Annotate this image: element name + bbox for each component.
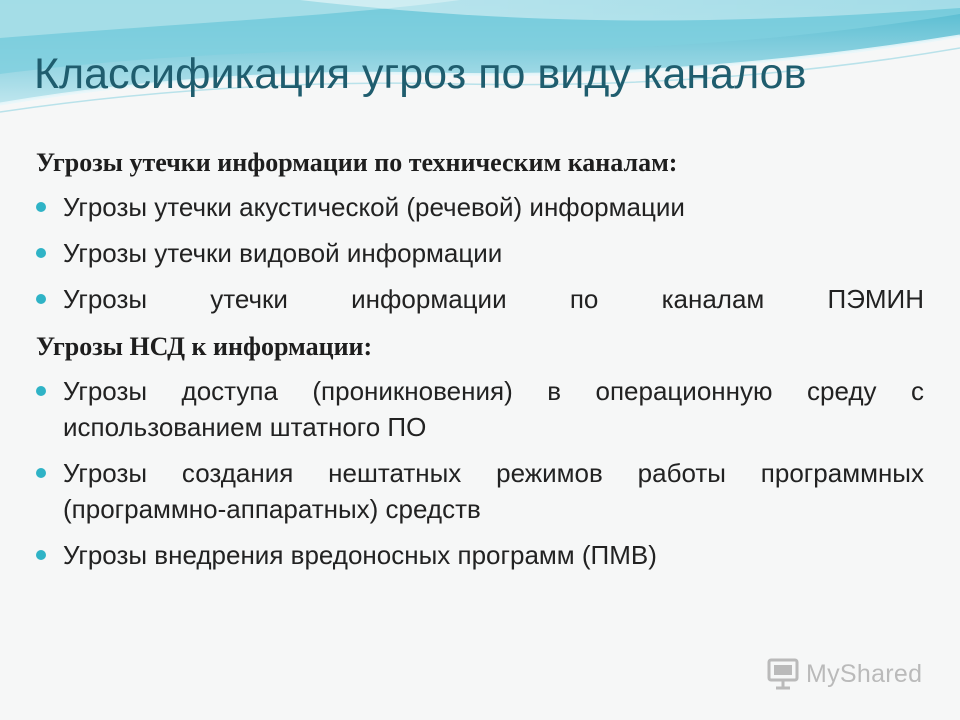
- list-item-text: Угрозы доступа (проникновения) в операционную среду с использованием штатного ПО: [63, 376, 924, 442]
- bullet-dot-icon: [36, 550, 46, 560]
- list-item: [36, 189, 924, 225]
- presentation-board-icon: [766, 657, 800, 691]
- unauthorized-access-list: [36, 373, 924, 573]
- list-item: [36, 235, 924, 271]
- list-item: [36, 373, 924, 445]
- slide-content: [36, 143, 924, 583]
- watermark-text: MyShared: [806, 659, 923, 688]
- bullet-dot-icon: [36, 202, 46, 212]
- bullet-dot-icon: [36, 468, 46, 478]
- list-item-text: Угрозы утечки видовой информации: [63, 238, 503, 268]
- list-item: [36, 537, 924, 573]
- bullet-dot-icon: [36, 386, 46, 396]
- list-item: [36, 455, 924, 527]
- list-item: [36, 281, 924, 317]
- list-item-text: Угрозы внедрения вредоносных программ (ПМВ): [63, 540, 657, 570]
- myshared-watermark: [766, 656, 922, 692]
- section-heading-unauthorized-access: Угрозы НСД к информации:: [36, 332, 373, 361]
- section-heading-technical-channels: Угрозы утечки информации по техническим каналам:: [36, 148, 678, 177]
- list-item-text: Угрозы утечки информации по каналам ПЭМИН: [63, 284, 924, 314]
- list-item-text: Угрозы утечки акустической (речевой) информации: [63, 192, 685, 222]
- slide-title: Классификация угроз по виду каналов: [34, 50, 807, 98]
- technical-channels-list: [36, 189, 924, 317]
- list-item-text: Угрозы создания нештатных режимов работы программных (программно-аппаратных) средств: [63, 458, 924, 524]
- bullet-dot-icon: [36, 248, 46, 258]
- bullet-dot-icon: [36, 294, 46, 304]
